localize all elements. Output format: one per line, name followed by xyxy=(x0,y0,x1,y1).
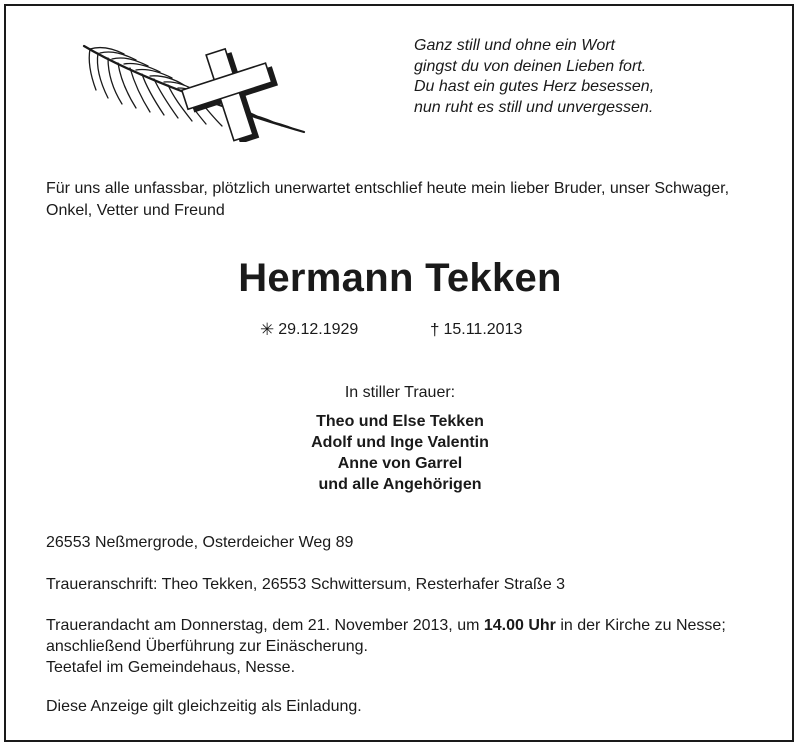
deceased-name: Hermann Tekken xyxy=(238,256,562,300)
service-text-end: in der Kirche zu Nesse; anschließend Überführung zur Einäscherung. xyxy=(46,617,726,655)
intro-text: Für uns alle unfassbar, plötzlich unerwartet entschlief heute mein lieber Bruder, unser Schwager, Onkel, Vetter und Freund xyxy=(46,180,730,219)
tea-info: Teetafel im Gemeindehaus, Nesse. xyxy=(46,659,296,676)
birth-star-icon: ✳ xyxy=(260,320,275,339)
poem-line: Ganz still und ohne ein Wort xyxy=(414,37,615,54)
poem-line: nun ruht es still und unvergessen. xyxy=(414,98,654,116)
service-text-start: Trauerandacht am Donnerstag, dem 21. November 2013, um xyxy=(46,617,484,634)
home-address: 26553 Neßmergrode, Osterdeicher Weg 89 xyxy=(46,534,354,551)
service-info xyxy=(46,615,766,678)
mourners-list xyxy=(0,411,800,495)
birth-date-block xyxy=(260,320,358,340)
mourner-name: Anne von Garrel xyxy=(337,455,463,472)
invitation-note: Diese Anzeige gilt gleichzeitig als Einladung. xyxy=(46,698,362,715)
birth-date: 29.12.1929 xyxy=(278,321,359,338)
death-cross-icon: † xyxy=(430,320,440,339)
poem-line: Du hast ein gutes Herz besessen, xyxy=(414,78,655,95)
poem xyxy=(414,36,654,118)
poem-line: gingst du von deinen Lieben fort. xyxy=(414,57,647,75)
condolence-address: Traueranschrift: Theo Tekken, 26553 Schwittersum, Resterhafer Straße 3 xyxy=(46,576,566,593)
mourner-name: Adolf und Inge Valentin xyxy=(311,434,489,451)
mourner-name: Theo und Else Tekken xyxy=(316,413,484,430)
death-date: 15.11.2013 xyxy=(443,321,523,338)
death-date-block xyxy=(430,320,522,340)
mourner-name: und alle Angehörigen xyxy=(318,476,482,493)
mourning-label: In stiller Trauer: xyxy=(344,384,456,401)
service-time: 14.00 Uhr xyxy=(483,617,556,634)
cross-with-palm-frond-icon xyxy=(78,38,310,142)
